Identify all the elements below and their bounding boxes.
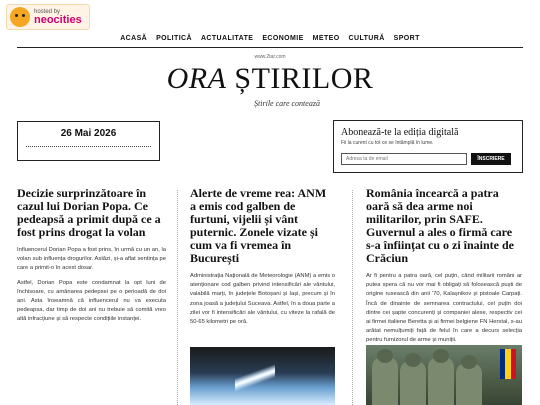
subscribe-form	[341, 153, 511, 165]
date-divider	[26, 146, 151, 147]
article-paragraph: Astfel, Dorian Popa este condamnat la opt luni de închisoare, cu amânarea pedepsei pe o perioadă de doi ani. Asta înseamnă că influencerul nu va executa pedeapsa, dar timp de doi ani nu trebuie să comită vreo altă infracțiune și să respecte condițiile instanței.	[17, 279, 166, 323]
top-navigation	[0, 35, 540, 42]
badge-line1: hosted by	[34, 8, 61, 15]
subscribe-box	[333, 120, 523, 173]
subscribe-button[interactable]: ÎNSCRIERE	[471, 153, 511, 165]
soldier-figure	[400, 361, 426, 405]
lightning-bolt-graphic	[235, 351, 275, 405]
badge-text	[34, 9, 82, 26]
site-domain: www.2tar.com	[254, 54, 286, 60]
neocities-badge[interactable]	[6, 4, 90, 30]
email-input[interactable]: Adresa ta de email	[341, 153, 467, 165]
soldier-figure	[428, 357, 454, 405]
site-logo[interactable]	[0, 63, 540, 95]
storm-photo[interactable]	[190, 347, 335, 405]
nav-item-actualitate[interactable]: ACTUALITATE	[200, 35, 254, 42]
article-paragraph: Ar fi pentru a patra oară, cel puțin, când militarii români ar putea spera că nu vor mai fi obligați să folosească puști de origine rusească din anii '70, Kalașnikov și pistoale Carpați. Încă de dinainte de semnarea contractului, cel puțin doi dintre cei șapte concurenți și companiei alese, respectiv cei ai firmei italiene Beretta și ai firmei belgiene FN Herstal, s-au arătat nemulțumiți față de felul în care a decurs selecția pentru furnizorul de arme și muniții.	[366, 273, 522, 344]
article-paragraph: Administrația Națională de Meteorologie (ANM) a emis o atenționare cod galben privind intensificări ale vântului, valabilă marți, în județele Botoșani și Iași, precum și în zona joasă a județului Suceava. Astfel, în a doua parte a zilei vor fi intensificări ale vântului, cu viteze la rafală de 50-65 kilometri pe oră.	[190, 273, 335, 326]
nav-item-politica[interactable]: POLITICĂ	[156, 35, 192, 42]
nav-item-economie[interactable]: ECONOMIE	[262, 35, 304, 42]
article-anm-alert	[190, 187, 335, 327]
column-divider-2	[352, 190, 353, 405]
badge-line2: neocities	[34, 13, 82, 26]
romanian-flag-graphic	[500, 349, 516, 379]
soldiers-photo[interactable]	[366, 345, 522, 405]
subscribe-title: Abonează-te la ediția digitală	[341, 127, 459, 138]
nav-item-meteo[interactable]: METEO	[312, 35, 340, 42]
soldier-figure	[456, 363, 482, 405]
article-headline[interactable]: Alerte de vreme rea: ANM a emis cod galben de furtuni, vijelii și vânt puternic. Zonele vizate și cum va fi vremea în București	[190, 186, 327, 265]
article-safe-arms	[366, 187, 522, 346]
nav-item-sport[interactable]: SPORT	[393, 35, 420, 42]
neocities-cat-icon	[10, 7, 30, 27]
nav-item-cultura[interactable]: CULTURĂ	[348, 35, 385, 42]
logo-word-stirilor: ȘTIRILOR	[226, 62, 374, 95]
soldier-figure	[372, 357, 398, 405]
article-headline[interactable]: Decizie surprinzătoare în cazul lui Dorian Popa. Ce pedeapsă a primit după ce a fost prins drogat la volan	[17, 186, 161, 239]
date-box	[17, 121, 160, 161]
column-divider-1	[177, 190, 178, 405]
site-tagline: Știrile care contează	[254, 99, 320, 108]
subscribe-description: Fii la curent cu tot ce se întâmplă în lume.	[341, 140, 434, 146]
article-paragraph: Influencerul Dorian Popa a fost prins, în urmă cu un an, la volan sub influența drogurilor. Astăzi, și-a aflat sentința pe care a primit-o în acest dosar.	[17, 247, 166, 272]
current-date: 26 Mai 2026	[60, 128, 117, 139]
article-headline[interactable]: România încearcă a patra oară să dea arme noi militarilor, prin SAFE. Guvernul a ales o firmă care s-a înființat cu o zi înainte de Crăciun	[366, 186, 515, 265]
nav-item-acasa[interactable]: ACASĂ	[120, 35, 148, 42]
flag-stripe	[511, 349, 516, 379]
article-dorian-popa	[17, 187, 166, 325]
top-divider	[17, 47, 523, 48]
logo-word-ora: ORA	[166, 62, 227, 95]
